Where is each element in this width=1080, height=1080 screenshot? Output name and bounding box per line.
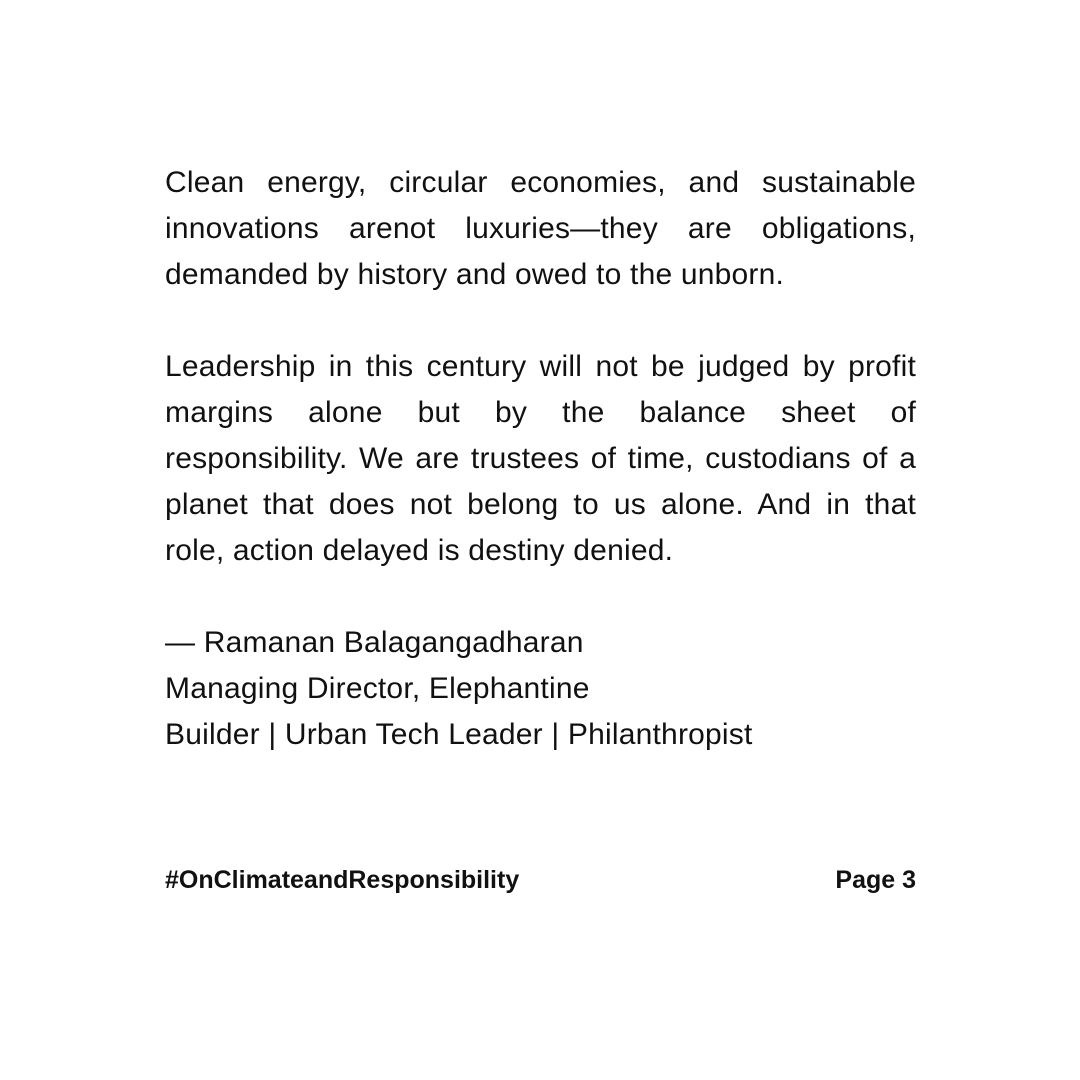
- footer: [165, 864, 916, 896]
- quote-paragraph-1: Clean energy, circular economies, and sustainable innovations arenot luxuries—they are obligations, demanded by history and owed to the unborn.: [165, 166, 916, 291]
- quote-block: [165, 160, 916, 758]
- author-title: Managing Director, Elephantine: [165, 672, 590, 705]
- hashtag: #OnClimateandResponsibility: [165, 866, 520, 894]
- author-name: — Ramanan Balagangadharan: [165, 626, 584, 659]
- attribution: [165, 620, 916, 758]
- page-number: Page 3: [835, 866, 916, 894]
- author-roles: Builder | Urban Tech Leader | Philanthropist: [165, 718, 753, 751]
- quote-paragraph-2: Leadership in this century will not be judged by profit margins alone but by the balance sheet of responsibility. We are trustees of time, custodians of a planet that does not belong to us alone. And in that role, action delayed is destiny denied.: [165, 350, 916, 567]
